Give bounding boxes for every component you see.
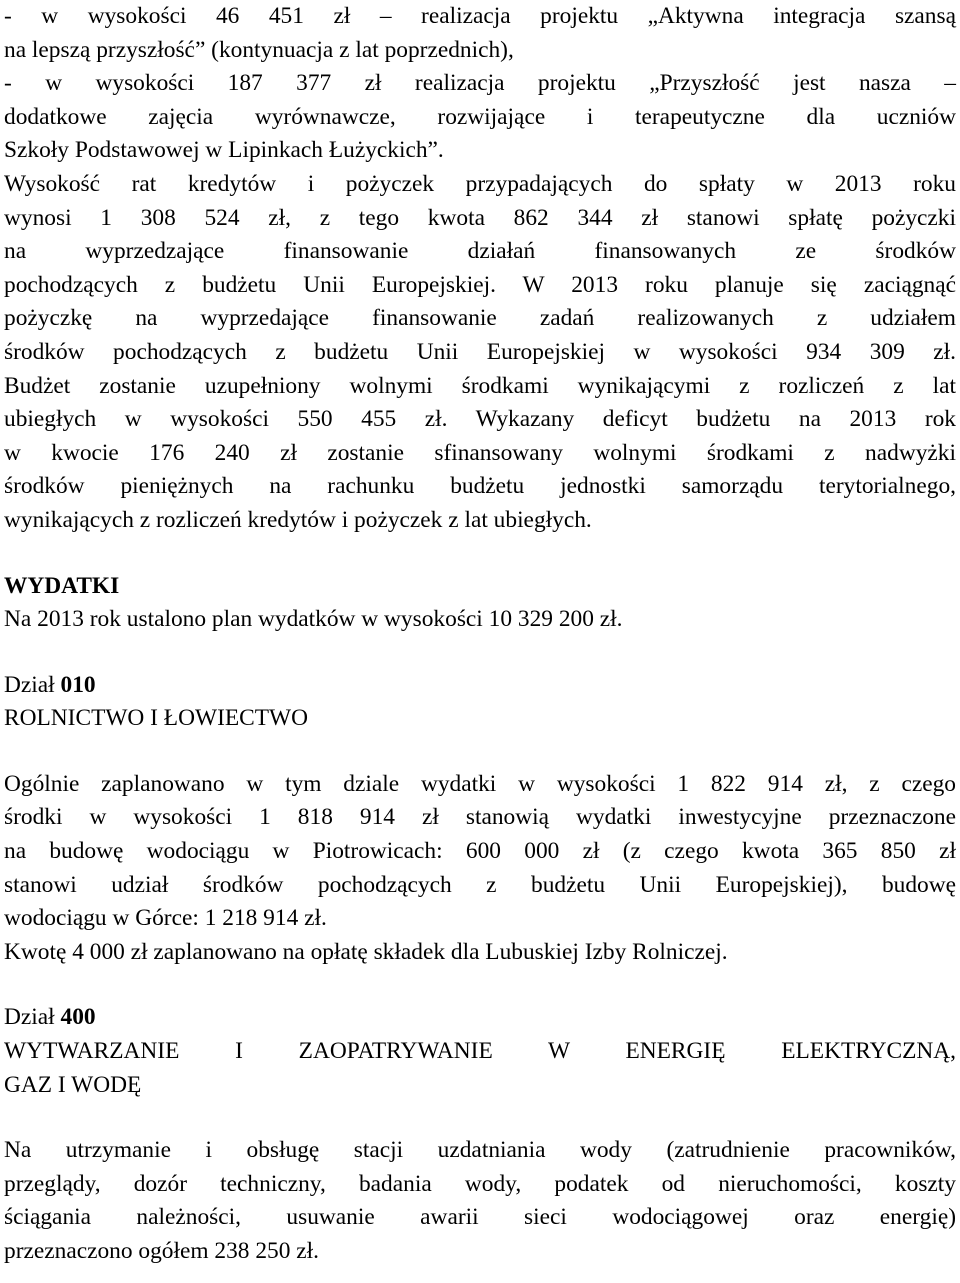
credit-paragraph [4, 168, 956, 538]
text-line: środki w wysokości 1 818 914 zł stanowią wydatki inwestycyjne przeznaczone [4, 804, 956, 831]
text-line: Budżet zostanie uzupełniony wolnymi środkami wynikającymi z rozliczeń z lat [4, 372, 956, 399]
text-line: ubiegłych w wysokości 550 455 zł. Wykazany deficyt budżetu na 2013 rok [4, 406, 956, 433]
text-line: na wyprzedzające finansowanie działań finansowanych ze środków [4, 238, 956, 265]
dzial-heading [4, 669, 956, 703]
dzial-title: ROLNICTWO I ŁOWIECTWO [4, 705, 308, 732]
spacer [4, 736, 956, 768]
wydatki-section [4, 570, 956, 637]
dzial-400-section [4, 1001, 956, 1268]
text-line: na budowę wodociągu w Piotrowicach: 600 000 zł (z czego kwota 365 850 zł [4, 838, 956, 865]
text-line: Na 2013 rok ustalono plan wydatków w wysokości 10 329 200 zł. [4, 606, 623, 633]
spacer [4, 969, 956, 1001]
text-line: pochodzących z budżetu Unii Europejskiej. W 2013 roku planuje się zaciągnąć [4, 271, 956, 298]
text-line: na lepszą przyszłość” (kontynuacja z lat poprzednich), [4, 36, 514, 63]
text-line: środków pochodzących z budżetu Unii Europejskiej w wysokości 934 309 zł. [4, 338, 956, 365]
dzial-010-section [4, 669, 956, 970]
text-line: dodatkowe zajęcia wyrównawcze, rozwijające i terapeutyczne dla uczniów [4, 103, 956, 130]
text-line: Szkoły Podstawowej w Lipinkach Łużyckich”. [4, 137, 444, 164]
section-heading: WYDATKI [4, 572, 120, 599]
text-line: w kwocie 176 240 zł zostanie sfinansowany wolnymi środkami z nadwyżki [4, 439, 956, 466]
text-line: wynikających z rozliczeń kredytów i pożyczek z lat ubiegłych. [4, 506, 592, 533]
text-line: stanowi udział środków pochodzących z budżetu Unii Europejskiej), budowę [4, 871, 956, 898]
text-line: pożyczkę na wyprzedające finansowanie zadań realizowanych z udziałem [4, 305, 956, 332]
dzial-number: 010 [60, 671, 96, 698]
text-line: przeznaczono ogółem 238 250 zł. [4, 1238, 320, 1264]
spacer [4, 1102, 956, 1134]
dzial-heading [4, 1001, 956, 1035]
dzial-label: Dział [4, 671, 61, 698]
text-line: - w wysokości 46 451 zł – realizacja projektu „Aktywna integracja szansą [4, 3, 956, 29]
text-line: Ogólnie zaplanowano w tym dziale wydatki w wysokości 1 822 914 zł, z czego [4, 770, 956, 797]
intro-paragraph [4, 0, 956, 168]
text-line: przeglądy, dozór techniczny, badania wody, podatek od nieruchomości, koszty [4, 1170, 956, 1197]
dzial-title: WYTWARZANIE I ZAOPATRYWANIE W ENERGIĘ ELEKTRYCZNĄ, [4, 1038, 956, 1065]
text-line: środków pieniężnych na rachunku budżetu jednostki samorządu terytorialnego, [4, 473, 956, 500]
spacer [4, 538, 956, 570]
dzial-number: 400 [60, 1004, 96, 1031]
text-line: wodociągu w Górce: 1 218 914 zł. [4, 905, 327, 932]
text-line: Kwotę 4 000 zł zaplanowano na opłatę składek dla Lubuskiej Izby Rolniczej. [4, 938, 728, 965]
text-line: Na utrzymanie i obsługę stacji uzdatniania wody (zatrudnienie pracowników, [4, 1137, 956, 1164]
text-line: wynosi 1 308 524 zł, z tego kwota 862 344 zł stanowi spłatę pożyczki [4, 204, 956, 231]
text-line: ściągania należności, usuwanie awarii sieci wodociągowej oraz energię) [4, 1204, 956, 1231]
dzial-label: Dział [4, 1004, 61, 1031]
text-line: Wysokość rat kredytów i pożyczek przypadających do spłaty w 2013 roku [4, 170, 956, 197]
dzial-title: GAZ I WODĘ [4, 1071, 142, 1098]
spacer [4, 637, 956, 669]
text-line: - w wysokości 187 377 zł realizacja projektu „Przyszłość jest nasza – [4, 70, 956, 97]
